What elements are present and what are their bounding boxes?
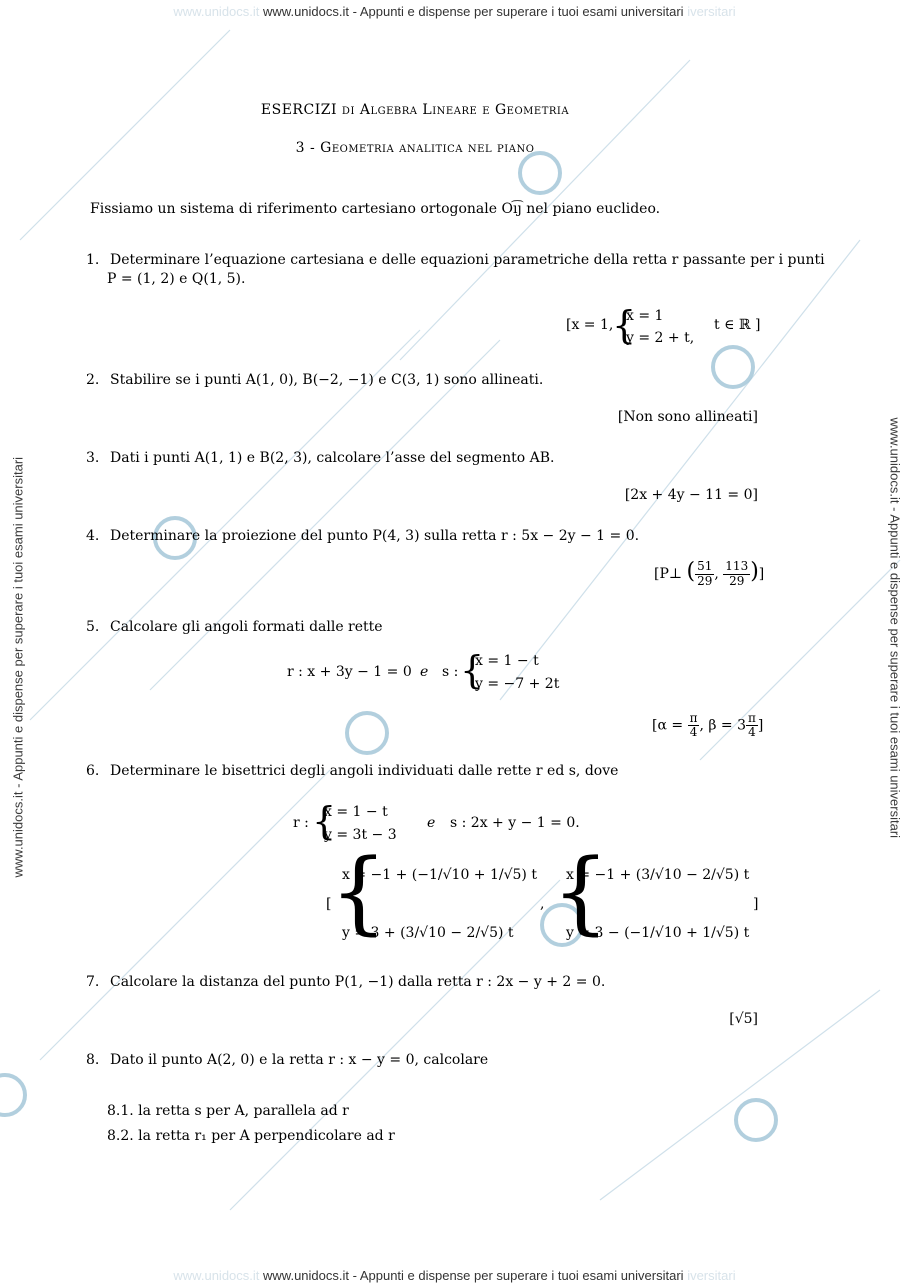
watermark-left: www.unidocs.it - Appunti e dispense per superare i tuoi esami universitari	[10, 456, 26, 878]
watermark-bottom: www.unidocs.it www.unidocs.it - Appunti e dispense per superare i tuoi esami universitari iversitari	[173, 1268, 736, 1283]
bisector-2-y: y = 3 − (−1/√10 + 1/√5) t	[566, 925, 750, 941]
exercise-6-number: 6.	[86, 763, 100, 779]
exercise-6-s-equation: s : 2x + y − 1 = 0.	[450, 815, 580, 831]
exercise-5-r-equation: r : x + 3y − 1 = 0	[287, 664, 412, 680]
brace: {	[312, 799, 337, 843]
page-subtitle: 3 - Geometria analitica nel piano	[295, 140, 535, 156]
exercise-1-system-1: x = 1	[626, 308, 664, 324]
exercise-1-text: Determinare l’equazione cartesiana e delle equazioni parametriche della retta r passante per i punti	[110, 252, 825, 268]
watermark-right: www.unidocs.it - Appunti e dispense per superare i tuoi esami universitari	[887, 417, 903, 839]
exercise-3-answer: [2x + 4y − 11 = 0]	[624, 487, 758, 503]
exercise-6-r-label: r :	[293, 815, 309, 831]
exercise-4-text: Determinare la proiezione del punto P(4, 3) sulla retta r : 5x − 2y − 1 = 0.	[110, 528, 640, 544]
exercise-6-system-1: x = 1 − t	[324, 804, 388, 820]
exercise-6-system-2: y = 3t − 3	[324, 827, 397, 843]
intro-text: Fissiamo un sistema di riferimento cartesiano ortogonale Oı͡ȷ nel piano euclideo.	[90, 201, 661, 217]
exercise-8-sub-1: 8.1. la retta s per A, parallela ad r	[107, 1103, 349, 1119]
exercise-5-and: e	[420, 664, 429, 680]
exercise-6-open-bracket: [	[326, 896, 332, 912]
exercise-4-answer: [P⊥ ( $\frac{51}{29}$ , $\frac{113}{29}$ )]	[654, 559, 765, 588]
exercise-1-text-2: P = (1, 2) e Q(1, 5).	[107, 271, 246, 287]
exercise-5-number: 5.	[86, 619, 100, 635]
exercise-6-text: Determinare le bisettrici degli angoli individuati dalle rette r ed s, dove	[110, 763, 619, 779]
exercise-1-system-2: y = 2 + t,	[626, 330, 695, 346]
exercise-7-number: 7.	[86, 974, 100, 990]
exercise-6-close-bracket: ]	[753, 896, 759, 912]
watermark-top-text: www.unidocs.it - Appunti e dispense per superare i tuoi esami universitari	[263, 4, 684, 19]
exercise-5-text: Calcolare gli angoli formati dalle rette	[110, 619, 383, 635]
watermark-bottom-text: www.unidocs.it - Appunti e dispense per superare i tuoi esami universitari	[263, 1268, 684, 1283]
bisector-2-x: x = −1 + (3/√10 − 2/√5) t	[566, 867, 750, 883]
exercise-5-answer: [α = $\frac{\pi}{4}$ , β = 3 $\frac{\pi}{4}$ ]	[652, 711, 764, 740]
brace: {	[330, 840, 388, 945]
brace: {	[612, 303, 637, 347]
exercise-8-number: 8.	[86, 1052, 100, 1068]
exercise-5-system-2: y = −7 + 2t	[475, 676, 560, 692]
exercise-2-answer: [Non sono allineati]	[617, 409, 758, 425]
exercise-2-text: Stabilire se i punti A(1, 0), B(−2, −1) e C(3, 1) sono allineati.	[110, 372, 544, 388]
exercise-3-number: 3.	[86, 450, 100, 466]
page-title: ESERCIZI di Algebra Lineare e Geometria	[260, 102, 570, 118]
brace: {	[552, 840, 610, 945]
exercise-1-answer-a: [x = 1,	[566, 317, 614, 333]
exercise-8-text: Dato il punto A(2, 0) e la retta r : x − y = 0, calcolare	[110, 1052, 489, 1068]
watermark-top: www.unidocs.it www.unidocs.it - Appunti e dispense per superare i tuoi esami universitari iversitari	[173, 4, 736, 19]
exercise-6-and: e	[427, 815, 436, 831]
exercise-6-comma: ,	[540, 896, 545, 912]
exercise-7-answer: [√5]	[729, 1011, 758, 1027]
bisector-1-x: x = −1 + (−1/√10 + 1/√5) t	[342, 867, 537, 883]
exercise-5-s-label: s :	[442, 664, 459, 680]
exercise-5-system-1: x = 1 − t	[475, 653, 539, 669]
bisector-1-y: y = 3 + (3/√10 − 2/√5) t	[342, 925, 514, 941]
exercise-7-text: Calcolare la distanza del punto P(1, −1) dalla retta r : 2x − y + 2 = 0.	[110, 974, 606, 990]
exercise-8-sub-2: 8.2. la retta r₁ per A perpendicolare ad r	[107, 1128, 395, 1144]
exercise-1-number: 1.	[86, 252, 100, 268]
exercise-3-text: Dati i punti A(1, 1) e B(2, 3), calcolare l’asse del segmento AB.	[110, 450, 555, 466]
exercise-2-number: 2.	[86, 372, 100, 388]
brace: {	[460, 648, 485, 692]
exercise-1-answer-b: t ∈ ℝ ]	[714, 317, 761, 333]
exercise-4-number: 4.	[86, 528, 100, 544]
